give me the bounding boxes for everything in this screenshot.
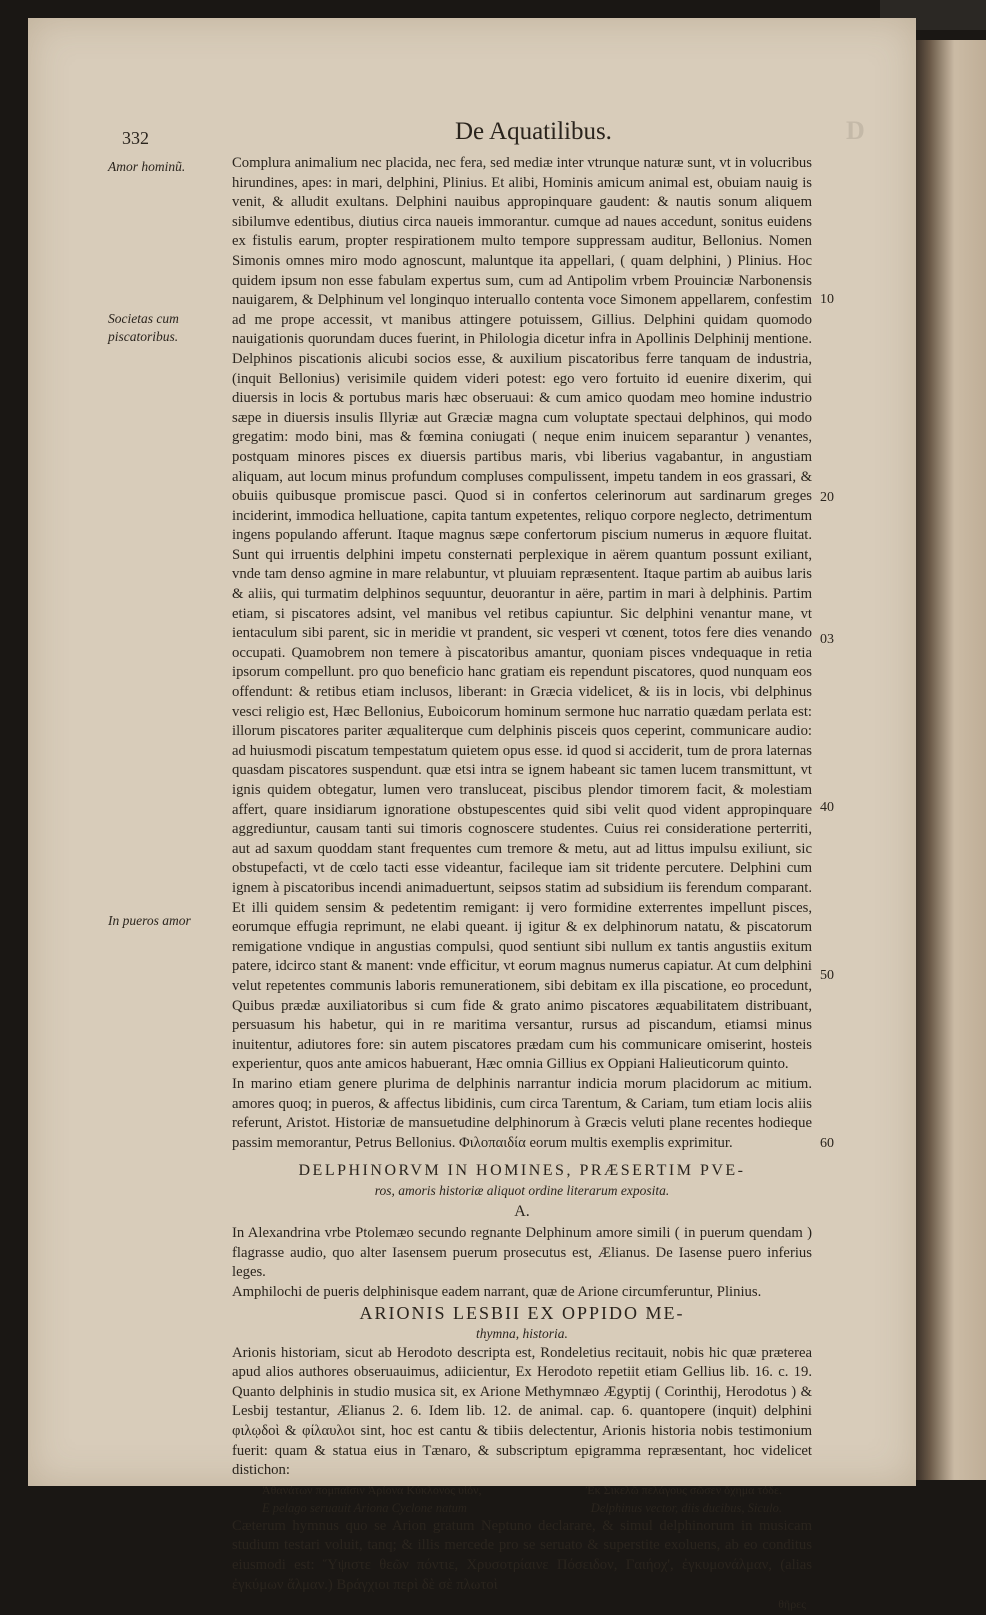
paragraph-hymnus: Cæterum hymnus quo se Arion gratum Neptuno declarare, & simul delphinorum in musicam studium testari voluit, tanq; & illis mercede pro se seruato & superstite exoluens, ab eo conditus eiusmodi est: Ὕψιστε θεῶν πόντιε, Χρυσοτρίαινε Πόσειδον, Γαιήοχ', ἐγκυμονάλμαν, (alias ἐγκύμων ἅλμαν.) Βράγχιοι περὶ δὲ σὲ πλωτοὶ xyxy=(232,1517,812,1593)
paragraph-alexandrina: In Alexandrina vrbe Ptolemæo secundo regnante Delphinum amore simili ( in puerum quendam ) flagrasse audio, quo alter Iasensem puerum prosecutus est, Ælianus. De Iasense puero inferius leges. xyxy=(232,1225,812,1281)
line-number-40: 40 xyxy=(820,800,834,815)
paragraph-amphilochi: Amphilochi de pueris delphinisque eadem narrant, quæ de Arione circumferuntur, Plinius. xyxy=(232,1283,762,1300)
arion-subheading: thymna, historia. xyxy=(476,1326,568,1342)
margin-note-piscatoribus: piscatoribus. xyxy=(108,329,179,344)
greek-verse-right: Ἐκ Σικελῶ πελάγους σῶσεν ὄχημα τόδε. xyxy=(585,1482,782,1497)
greek-distich xyxy=(232,1481,812,1499)
line-number-30: 03 xyxy=(820,632,834,647)
bleed-through-letter: D xyxy=(846,116,865,145)
catchword: θῆρες xyxy=(778,1597,806,1612)
latin-verse-right: Delphinus vector, diis ducibus, Siculo. xyxy=(590,1500,782,1515)
margin-note-in-pueros: In pueros amor xyxy=(108,913,191,928)
latin-distich xyxy=(232,1499,812,1517)
page-gutter xyxy=(916,40,986,1480)
paragraph-in-pueros: In marino etiam genere plurima de delphinis narrantur indicia morum placidorum ac mitium. amores quoq; in pueros, & affectus libidinis, cum circa Tarentum, & Cariam, tum etiam locis aliis referunt, Aristot. Historiæ de mansuetudine delphinorum à Græcis veluti plane recentes hodieque passim memorantur, Petrus Bellonius. Φιλοπαιδία eorum multis exemplis exprimitur. xyxy=(232,1075,812,1151)
paragraph-arion: Arionis historiam, sicut ab Herodoto descripta est, Rondeletius recitauit, nobis hic quæ præterea apud alios authores obseruauimus, adiicientur, Ex Herodoto repetiit etiam Gellius lib. 16. c. 19. Quanto delphinis in studio musica sit, ex Arione Methymnæo Ægyptij ( Corinthij, Herodotus ) & Lesbij testantur, Ælianus 2. 6. Idem lib. 12. de animal. cap. 6. quantopere (inquit) delphini φιλῳδοὶ & φίλαυλοι sint, hoc est cantu & tibiis delectentur, Arionis historia nobis testimonium fuerit: quam & statua eius in Tænaro, & subscriptum epigramma repræsentant, hoc videlicet distichon: xyxy=(232,1344,812,1479)
line-number-20: 20 xyxy=(820,490,834,505)
page-number: 332 xyxy=(122,128,149,148)
line-number-10: 10 xyxy=(820,292,834,307)
line-number-50: 50 xyxy=(820,968,834,983)
section-subheading: ros, amoris historiæ aliquot ordine literarum exposita. xyxy=(374,1182,670,1198)
margin-note-societas: Societas cum xyxy=(108,311,179,326)
margin-note-amor-hominum: Amor hominũ. xyxy=(108,159,186,174)
running-title: De Aquatilibus. xyxy=(455,118,612,145)
paragraph-delphini: Complura animalium nec placida, nec fera, sed mediæ inter vtrunque naturæ sunt, vt in volucribus hirundines, apes: in mari, delphini, Plinius. Et alibi, Hominis amicum animal est, obuiam nauig is venit, & alludit exultans. Delphini nauibus appropinquare gaudent: & nautis sonum aliquem sibilumve edentibus, diutius circa naueis immorantur. cumque ad naues accedunt, sonitus euidens ex fistulis earum, propter respirationem multo tempore suppressam auditur, Bellonius. Nomen Simonis omnes miro modo agnoscunt, maluntque ita appellari, ( quam delphini, ) Plinius. Hoc quidem ipsum non esse fabulam expertus sum, cum ad Antipolim vrbem Prouinciæ Narbonensis nauigarem, & Delphinum vel longinquo interuallo contenta voce Simonem appellarem, confestim ad me prope accessit, vt manibus attingere potuissem, Gillius. Delphini quidam quomodo nauigationis quorundam duces fuerint, in Philologia dicetur infra in Apollinis Delphinij mentione. Delphinos piscationis alicubi socios esse, & auxilium piscatoribus ferre tanquam de industria, (inquit Bellonius) verisimile quidem videri potest: ego vero fortuito id euenire dixerim, qui diuersis in locis & portubus maris hæc obseruaui: & cum amico quodam meo homine industrio sæpe in diuersis insulis Illyriæ aut Græciæ magna cum voluptate spectaui delphinos, qui modo gregatim: modo bini, mas & fœmina coniugati ( neque enim inuicem separantur ) venantes, postquam minores pisces ex diuersis partibus maris, vbi liberius vagabantur, in angustiam aliquam, aut locum minus profundum compluses compulissent, impetu tandem in eos grassari, & obuiis quibusque promiscue pasci. Quod si in confertos celerinorum aut sardinarum greges inciderint, immodica helluatione, capita tantum expetentes, reliquo corpore neglecto, detrimentum ingens populando afferunt. Itaque magnus sæpe confertorum piscium numerus in æquore fluitat. Sunt qui irruentis delphini impetu consternati perplexique in aërem quantum possunt exiliant, vnde tam denso agmine in mare relabuntur, vt pluuiam repræsentent. Itaque partim ab auibus laris & aliis, qui turmatim delphinos sequuntur, deuorantur in aëre, partim in mari à delphinis. Partim etiam, si piscatores adsint, vel manibus vel retibus capiuntur. Sic delphini venantur mane, vt ientaculum sibi parent, sic in meridie vt prandent, sic vesperi vt cœnent, totos fere dies venando occupati. Quamobrem non temere à piscatoribus amantur, quoniam pisces vndequaque in retia ipsorum compellunt. pro quo beneficio hanc gratiam eis rependunt piscatores, quod nunquam eos offendunt: & retibus etiam inclusos, liberant: in Græcia videlicet, & iis in locis, vbi delphinus vesci religio est, Hæc Bellonius, Euboicorum hominum sermone huc narratio quædam perlata est: illorum piscatores pariter æqualiterque cum delphinis pisceis quos ceperint, communicare audio: ad huiusmodi piscatum tempestatum quietem opus esse. id quod si acciderit, tum de prora laternas quasdam piscatores suspendunt. quæ etsi intra se ignem habeant sic tamen lucem transmittunt, vt ignis quidem obtegatur, lumen vero transluceat, piscibus plendor timorem facit, & molestiam affert, quare insidiarum ignoratione obstupescentes quid sibi velit quod vident appropinquare aggrediuntur, causam tanti sui timoris cognoscere studentes. Cuius rei consideratione perterriti, aut ad saxum quoddam stant frequentes cum tremore & metu, aut ad littus impulsu exiliunt, sic obstupefacti, vt de cœlo tacti esse videantur, facileque iam sit tridente percutere. Delphini cum ignem à piscatoribus incendi animaduertunt, seipsos statim ad subsidium iis ferendum comparant. Et illi quidem sensim & pedetentim remigant: ij vero formidine exterrentes impellunt pisces, eorumque effugia reprimunt, ne elabi queant. ij igitur & ex delphinorum natatu, & piscatorum remigatione vndique in angustias compulsi, quod sentiunt sibi nullum ex tantis angustiis exitum patere, idcirco stant & manent: vnde efficitur, vt eorum magnus numerus capiatur. At cum delphini velut repetentes communis laboris remunerationem, sibi debitam ex illa piscatione, eo procedunt, Quibus prædæ auxiliatoribus si cum fide & grato animo piscatores æquabilitatem distribuant, persuasum his habetur, qui in re maritima versantur, rursus ad piscandum, etiamsi minus inuitentur, adiutores fore: sin autem piscatores prædam cum his communicare omiserint, hosteis experientur, quos ante amicos habuerant, Hæc omnia Gillius ex Oppiani Halieuticorum quinto. xyxy=(232,155,812,1073)
arion-heading: ARIONIS LESBII EX OPPIDO ME- xyxy=(359,1303,685,1324)
section-heading: DELPHINORVM IN HOMINES, PRÆSERTIM PVE- xyxy=(298,1162,746,1180)
line-number-60: 60 xyxy=(820,1136,834,1151)
latin-verse-left: E pelago seruauit Ariona Cyclone natum xyxy=(262,1500,467,1515)
section-letter: A. xyxy=(514,1203,530,1221)
main-text xyxy=(232,154,812,1615)
greek-verse-left: Ἀθανάτων πομπαῖσιν Ἀρίονα Κύκλονος υἱόν, xyxy=(262,1482,482,1497)
